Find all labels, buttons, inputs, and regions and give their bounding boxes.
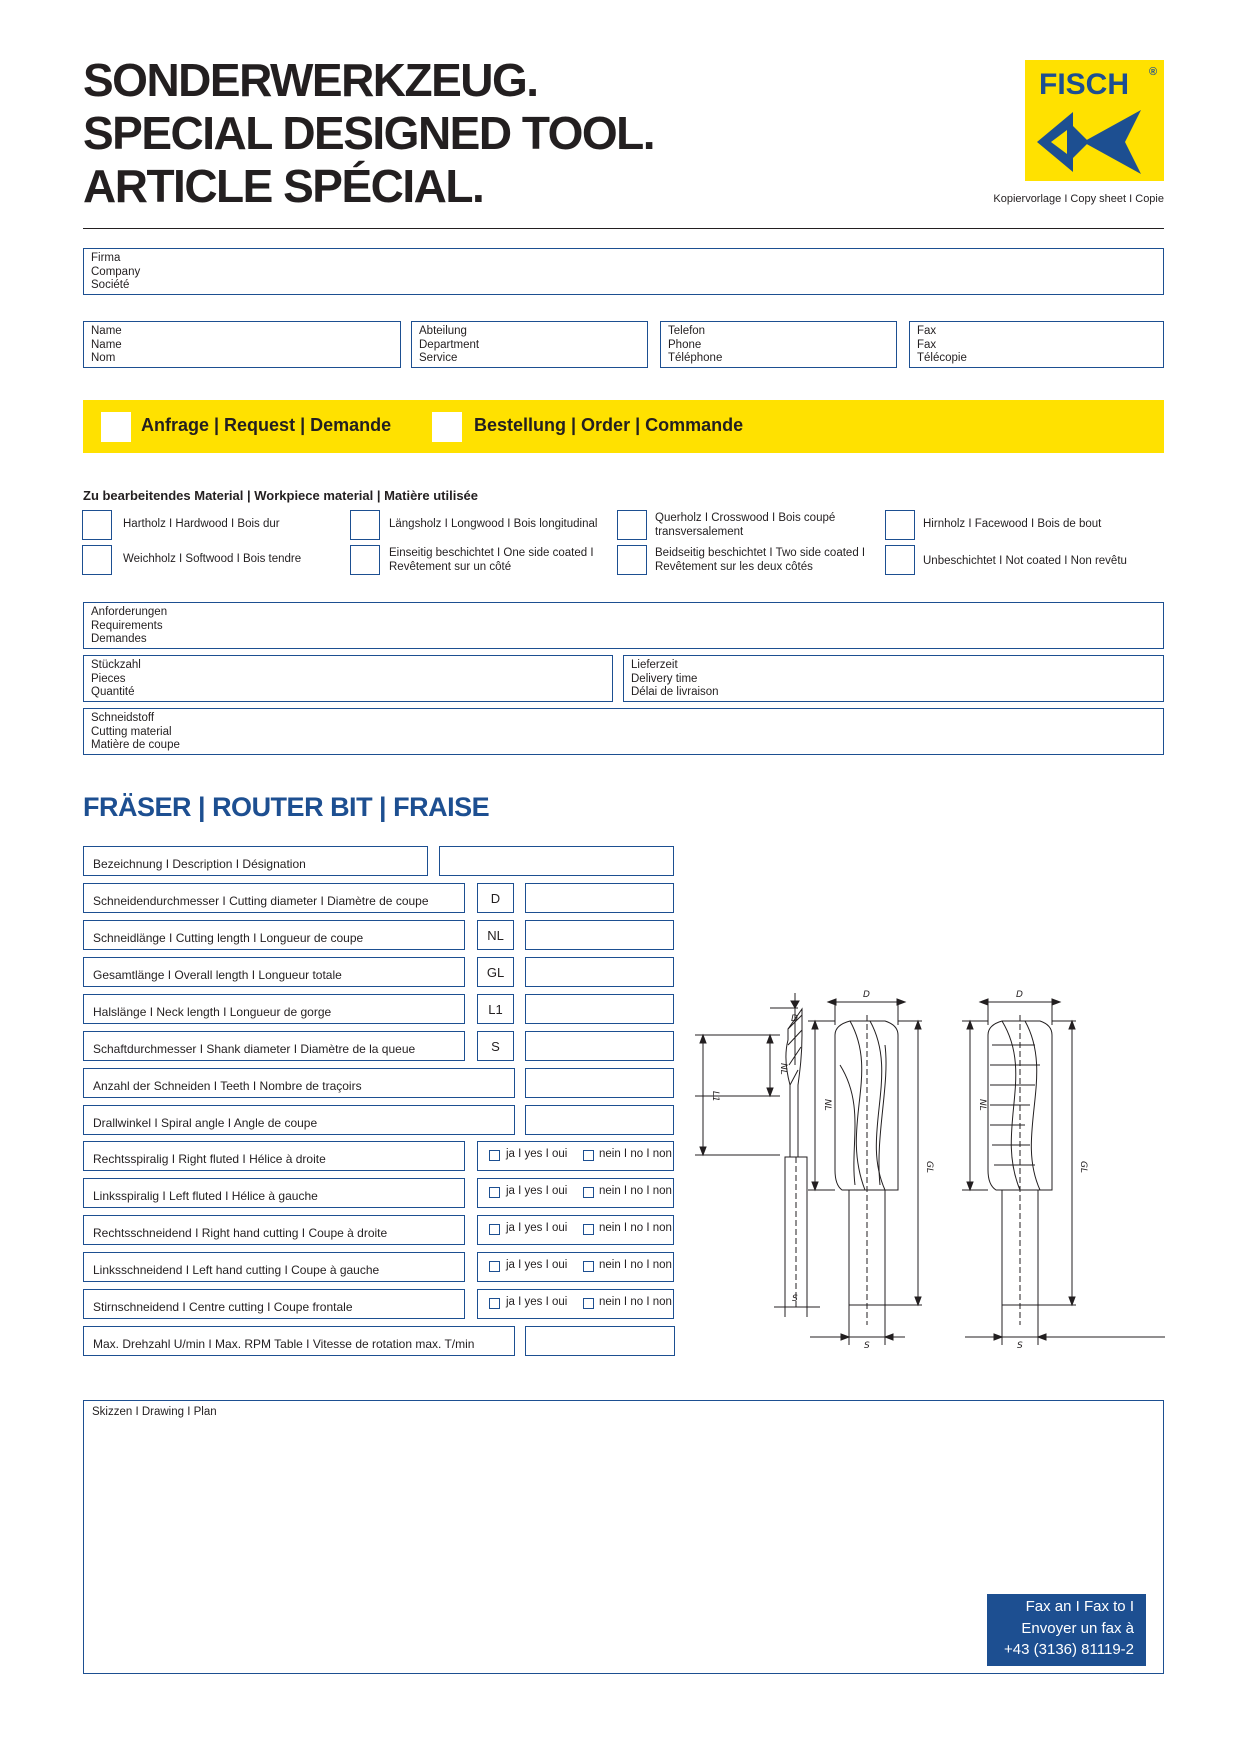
tool-3-d-label: D — [1016, 990, 1023, 1000]
phone-field[interactable] — [660, 321, 897, 368]
fax-label-de: Fax — [917, 325, 937, 337]
router-bit-technical-drawing — [690, 985, 1170, 1375]
longwood-label: Längsholz I Longwood I Bois longitudinal — [389, 518, 598, 530]
fax-label-en: Fax — [917, 338, 937, 351]
left-fluted-options — [477, 1178, 674, 1208]
department-label-de: Abteilung — [419, 325, 467, 337]
tool-1-l1-label: L1 — [710, 1091, 720, 1102]
left-fluted-no-label: nein I no I non — [599, 1185, 672, 1197]
centre-cutting-no-label: nein I no I non — [599, 1296, 672, 1308]
right-hand-cutting-label: Rechtsschneidend I Right hand cutting I Coupe à droite — [83, 1215, 465, 1245]
department-label-fr: Service — [419, 352, 458, 364]
department-field[interactable] — [411, 321, 648, 368]
sketch-label: Skizzen I Drawing I Plan — [92, 1406, 217, 1418]
title-line-en: SPECIAL DESIGNED TOOL. — [83, 107, 655, 159]
overall-length-code: GL — [477, 957, 514, 987]
right-fluted-no-label: nein I no I non — [599, 1148, 672, 1160]
cutting-diameter-label: Schneidendurchmesser I Cutting diameter I Diamètre de coupe — [83, 883, 465, 913]
phone-label-fr: Téléphone — [668, 352, 723, 364]
crosswood-label: Querholz I Crosswood I Bois coupé transversalement — [655, 512, 836, 538]
two-side-coated-checkbox[interactable] — [617, 545, 647, 575]
crosswood-checkbox[interactable] — [617, 510, 647, 540]
left-hand-cutting-no-checkbox[interactable] — [583, 1261, 594, 1272]
right-hand-cutting-yes-label: ja I yes I oui — [506, 1222, 568, 1234]
centre-cutting-yes-label: ja I yes I oui — [506, 1296, 568, 1308]
one-side-coated-checkbox[interactable] — [350, 545, 380, 575]
left-fluted-yes-checkbox[interactable] — [489, 1187, 500, 1198]
left-fluted-yes-label: ja I yes I oui — [506, 1185, 568, 1197]
company-label-de: Firma — [91, 252, 121, 264]
spiral-angle-input[interactable] — [525, 1105, 674, 1135]
facewood-checkbox[interactable] — [885, 510, 915, 540]
requirements-label-de: Anforderungen — [91, 606, 168, 618]
tool-3-drawing — [962, 999, 1165, 1345]
centre-cutting-yes-checkbox[interactable] — [489, 1298, 500, 1309]
right-fluted-no-checkbox[interactable] — [583, 1150, 594, 1161]
left-fluted-label: Linksspiralig I Left fluted I Hélice à gauche — [83, 1178, 465, 1208]
logo-text: FISCH — [1039, 68, 1129, 101]
fax-number: +43 (3136) 81119-2 — [1004, 1641, 1134, 1658]
order-checkbox[interactable] — [432, 412, 462, 442]
tool-1-s-label: S — [792, 1294, 798, 1304]
teeth-input[interactable] — [525, 1068, 674, 1098]
neck-length-input[interactable] — [525, 994, 674, 1024]
header-divider — [83, 228, 1164, 229]
delivery-label-fr: Délai de livraison — [631, 686, 719, 698]
right-hand-cutting-no-label: nein I no I non — [599, 1222, 672, 1234]
company-field[interactable] — [83, 248, 1164, 295]
left-fluted-no-checkbox[interactable] — [583, 1187, 594, 1198]
fax-field[interactable] — [909, 321, 1164, 368]
tool-2-d-label: D — [863, 990, 870, 1000]
right-fluted-label: Rechtsspiralig I Right fluted I Hélice à droite — [83, 1141, 465, 1171]
tool-2-gl-label: GL — [924, 1161, 934, 1173]
tool-1-nl-label: NL — [778, 1063, 788, 1075]
delivery-label-en: Delivery time — [631, 672, 698, 685]
request-order-bar — [83, 400, 1164, 453]
company-label-en: Company — [91, 265, 141, 278]
phone-label-en: Phone — [668, 338, 702, 351]
name-label-de: Name — [91, 325, 122, 337]
material-heading: Zu bearbeitendes Material | Workpiece material | Matière utilisée — [83, 488, 479, 503]
phone-label-de: Telefon — [668, 325, 706, 337]
name-field[interactable] — [83, 321, 401, 368]
cutting-length-input[interactable] — [525, 920, 674, 950]
requirements-label-fr: Demandes — [91, 633, 147, 645]
tool-3-gl-label: GL — [1078, 1161, 1088, 1173]
description-input[interactable] — [439, 846, 674, 876]
requirements-label-en: Requirements — [91, 619, 163, 632]
left-hand-cutting-yes-label: ja I yes I oui — [506, 1259, 568, 1271]
spiral-angle-label: Drallwinkel I Spiral angle I Angle de coupe — [83, 1105, 515, 1135]
right-hand-cutting-options — [477, 1215, 674, 1245]
requirements-field[interactable] — [83, 602, 1164, 649]
softwood-label: Weichholz I Softwood I Bois tendre — [123, 553, 302, 565]
teeth-label: Anzahl der Schneiden I Teeth I Nombre de traçoirs — [83, 1068, 515, 1098]
tool-3-nl-label: NL — [977, 1099, 987, 1111]
right-fluted-yes-label: ja I yes I oui — [506, 1148, 568, 1160]
tool-1-drawing — [695, 993, 820, 1317]
shank-diameter-label: Schaftdurchmesser I Shank diameter I Diamètre de la queue — [83, 1031, 465, 1061]
cutting-material-label-de: Schneidstoff — [91, 712, 155, 724]
shank-diameter-code: S — [477, 1031, 514, 1061]
facewood-label: Hirnholz I Facewood I Bois de bout — [923, 518, 1102, 530]
cutting-diameter-code: D — [477, 883, 514, 913]
pieces-label-fr: Quantité — [91, 686, 135, 698]
fax-to-line-2: Envoyer un fax à — [1021, 1619, 1134, 1637]
logo-registered-mark: ® — [1149, 66, 1158, 78]
fax-to-line-1: Fax an I Fax to I — [1025, 1598, 1134, 1615]
cutting-material-label-en: Cutting material — [91, 725, 172, 738]
fisch-logo — [1025, 60, 1164, 181]
left-hand-cutting-label: Linksschneidend I Left hand cutting I Coupe à gauche — [83, 1252, 465, 1282]
max-rpm-label: Max. Drehzahl U/min I Max. RPM Table I Vitesse de rotation max. T/min — [83, 1326, 515, 1356]
two-side-coated-label: Beidseitig beschichtet I Two side coated I Revêtement sur les deux côtés — [655, 547, 866, 573]
pieces-field[interactable] — [83, 655, 613, 702]
description-label-box: Bezeichnung I Description I Désignation — [83, 846, 428, 876]
centre-cutting-no-checkbox[interactable] — [583, 1298, 594, 1309]
one-side-coated-label: Einseitig beschichtet I One side coated I Revêtement sur un côté — [389, 547, 594, 573]
hardwood-checkbox[interactable] — [82, 510, 112, 540]
company-label-fr: Société — [91, 279, 130, 291]
hardwood-label: Hartholz I Hardwood I Bois dur — [123, 518, 280, 530]
cutting-material-field[interactable] — [83, 708, 1164, 755]
cutting-length-label: Schneidlänge I Cutting length I Longueur de coupe — [83, 920, 465, 950]
page-title — [83, 54, 654, 213]
overall-length-input[interactable] — [525, 957, 674, 987]
department-label-en: Department — [419, 338, 480, 351]
neck-length-code: L1 — [477, 994, 514, 1024]
neck-length-label: Halslänge I Neck length I Longueur de gorge — [83, 994, 465, 1024]
router-bit-heading: FRÄSER | ROUTER BIT | FRAISE — [83, 792, 490, 822]
centre-cutting-options — [477, 1289, 674, 1319]
tool-1-d-label: D — [791, 1014, 798, 1024]
logo-fish-icon — [1025, 104, 1164, 181]
name-label-fr: Nom — [91, 352, 116, 364]
request-label: Anfrage | Request | Demande — [141, 415, 392, 435]
left-hand-cutting-yes-checkbox[interactable] — [489, 1261, 500, 1272]
title-line-de: SONDERWERKZEUG. — [83, 54, 538, 106]
name-label-en: Name — [91, 338, 122, 351]
not-coated-checkbox[interactable] — [885, 545, 915, 575]
delivery-time-field[interactable] — [623, 655, 1164, 702]
tool-2-drawing — [808, 999, 922, 1345]
max-rpm-input[interactable] — [525, 1326, 675, 1356]
cutting-material-label-fr: Matière de coupe — [91, 739, 180, 751]
centre-cutting-label: Stirnschneidend I Centre cutting I Coupe frontale — [83, 1289, 465, 1319]
shank-diameter-input[interactable] — [525, 1031, 674, 1061]
right-fluted-yes-checkbox[interactable] — [489, 1150, 500, 1161]
not-coated-label: Unbeschichtet I Not coated I Non revêtu — [923, 555, 1127, 567]
softwood-checkbox[interactable] — [82, 545, 112, 575]
tool-2-s-label: S — [864, 1341, 870, 1351]
pieces-label-en: Pieces — [91, 672, 126, 685]
delivery-label-de: Lieferzeit — [631, 659, 678, 671]
pieces-label-de: Stückzahl — [91, 659, 141, 671]
copy-sheet-note: Kopiervorlage I Copy sheet I Copie — [993, 193, 1164, 205]
request-checkbox[interactable] — [101, 412, 131, 442]
cutting-length-code: NL — [477, 920, 514, 950]
right-fluted-options — [477, 1141, 674, 1171]
right-hand-cutting-no-checkbox[interactable] — [583, 1224, 594, 1235]
left-hand-cutting-no-label: nein I no I non — [599, 1259, 672, 1271]
title-line-fr: ARTICLE SPÉCIAL. — [83, 160, 484, 212]
overall-length-label: Gesamtlänge I Overall length I Longueur totale — [83, 957, 465, 987]
tool-2-nl-label: NL — [822, 1099, 832, 1111]
fax-label-fr: Télécopie — [917, 352, 967, 364]
right-hand-cutting-yes-checkbox[interactable] — [489, 1224, 500, 1235]
tool-3-s-label: S — [1017, 1341, 1023, 1351]
order-label: Bestellung | Order | Commande — [474, 415, 744, 435]
longwood-checkbox[interactable] — [350, 510, 380, 540]
left-hand-cutting-options — [477, 1252, 674, 1282]
fax-to-box — [987, 1594, 1146, 1666]
cutting-diameter-input[interactable] — [525, 883, 674, 913]
